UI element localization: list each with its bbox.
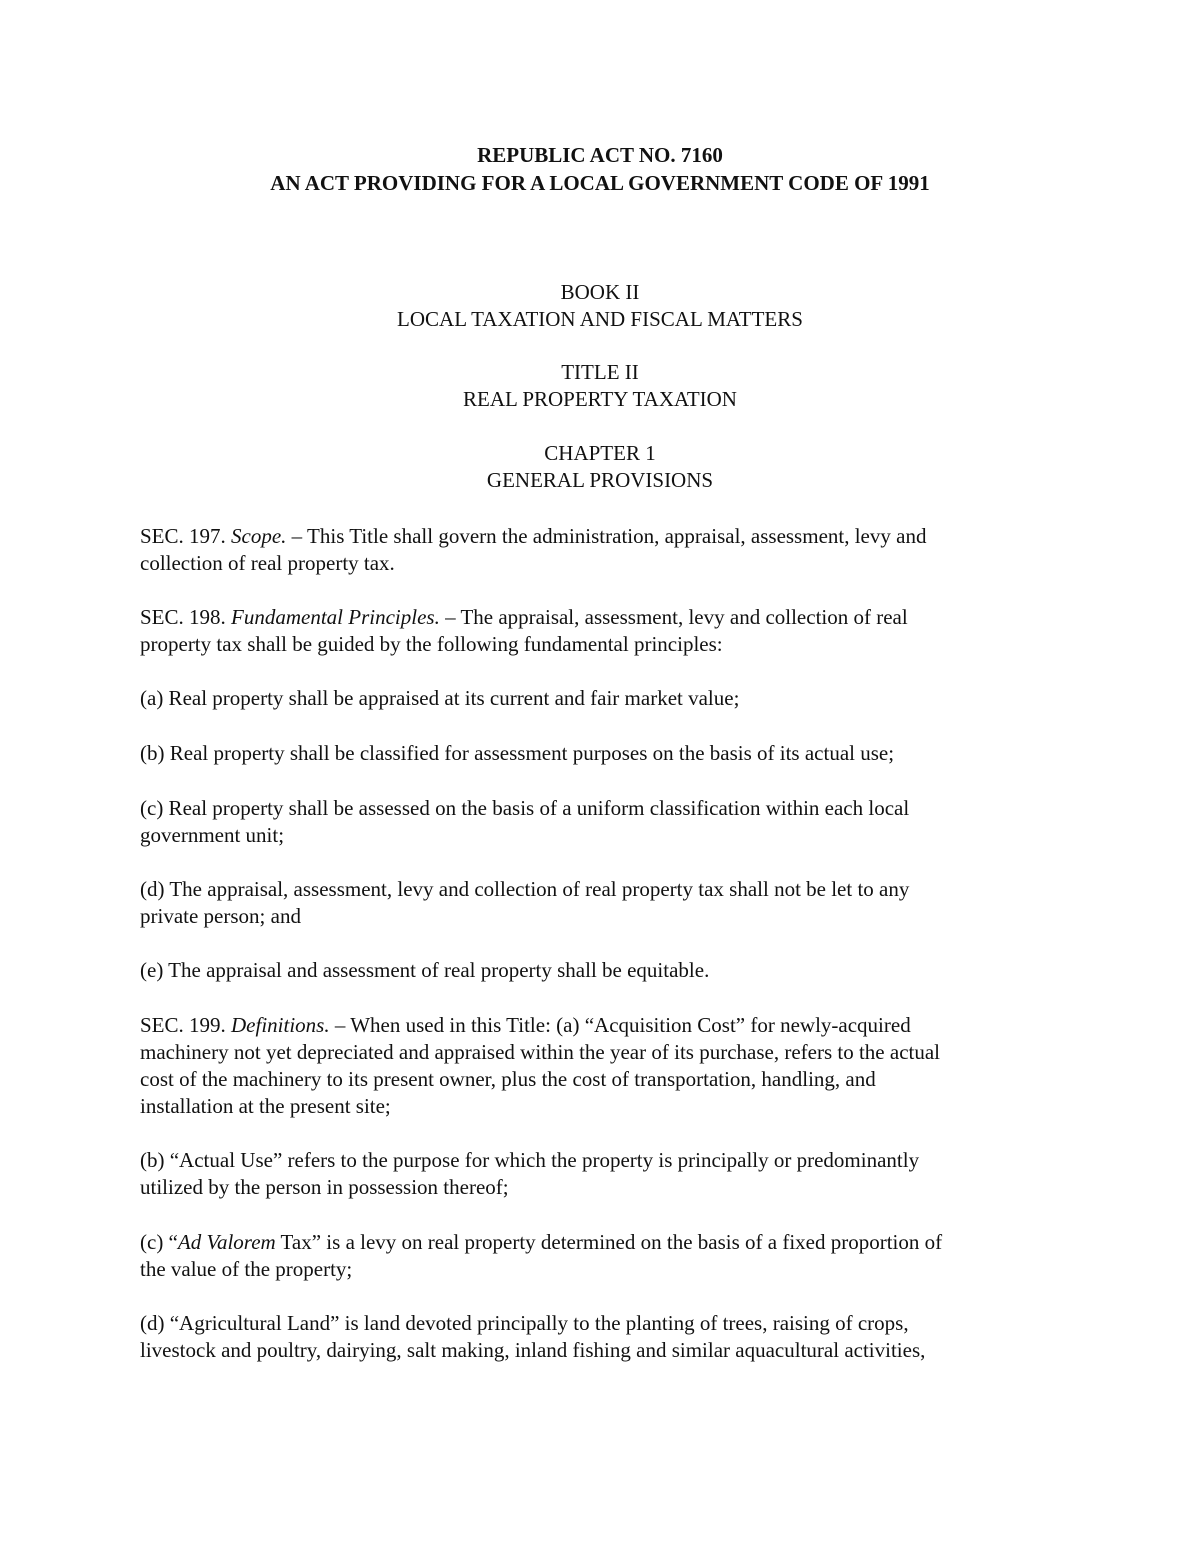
definition-b: (b) “Actual Use” refers to the purpose for which the property is principally or predominantly utilized by the person in possession thereof;: [140, 1148, 920, 1199]
section-197-line-2: collection of real property tax.: [140, 551, 395, 575]
definition-c: (c) “Ad Valorem Tax” is a levy on real property determined on the basis of a fixed proportion of the value of the property;: [140, 1230, 943, 1281]
book-label: BOOK II: [560, 280, 640, 304]
section-199: SEC. 199. Definitions. – When used in this Title: (a) “Acquisition Cost” for newly-acquired machinery not yet depreciated and appraised within the year of its purchase, refers to the actual cost of the machinery to its present owner, plus the cost of transportation, handling, and installation at the present site;: [140, 1012, 1060, 1120]
chapter-title: GENERAL PROVISIONS: [486, 468, 714, 492]
section-197-line-1: SEC. 197. Scope. – This Title shall govern the administration, appraisal, assessment, levy and: [140, 524, 927, 548]
section-198-line-2: property tax shall be guided by the following fundamental principles:: [140, 632, 723, 656]
title-label: TITLE II: [561, 360, 639, 384]
definition-d: (d) “Agricultural Land” is land devoted principally to the planting of trees, raising of crops, livestock and poultry, dairying, salt making, inland fishing and similar aquacultural activities,: [140, 1311, 926, 1362]
act-title: AN ACT PROVIDING FOR A LOCAL GOVERNMENT CODE OF 1991: [270, 171, 930, 195]
section-197: [140, 523, 1060, 577]
chapter-label: CHAPTER 1: [544, 441, 656, 465]
section-199-line-1: SEC. 199. Definitions. – When used in this Title: (a) “Acquisition Cost” for newly-acquired: [140, 1013, 911, 1037]
principle-a: (a) Real property shall be appraised at its current and fair market value;: [140, 686, 740, 710]
book-title: LOCAL TAXATION AND FISCAL MATTERS: [397, 307, 803, 331]
principle-e: (e) The appraisal and assessment of real property shall be equitable.: [140, 958, 710, 982]
italic-term: Ad Valorem: [177, 1230, 276, 1254]
section-198: [140, 604, 1060, 658]
section-heading: Fundamental Principles.: [231, 605, 440, 629]
section-heading: Definitions.: [231, 1013, 330, 1037]
principle-d: (d) The appraisal, assessment, levy and collection of real property tax shall not be let to any private person; and: [140, 877, 910, 928]
section-number: SEC. 199.: [140, 1013, 232, 1037]
section-number: SEC. 197.: [140, 524, 232, 548]
section-198-line-1: SEC. 198. Fundamental Principles. – The appraisal, assessment, levy and collection of real: [140, 605, 908, 629]
title-heading: REAL PROPERTY TAXATION: [463, 387, 737, 411]
act-number: REPUBLIC ACT NO. 7160: [477, 143, 723, 167]
section-number: SEC. 198.: [140, 605, 232, 629]
principle-b: (b) Real property shall be classified for assessment purposes on the basis of its actual use;: [140, 741, 895, 765]
principle-c: (c) Real property shall be assessed on the basis of a uniform classification within each local government unit;: [140, 796, 910, 847]
section-heading: Scope.: [231, 524, 287, 548]
